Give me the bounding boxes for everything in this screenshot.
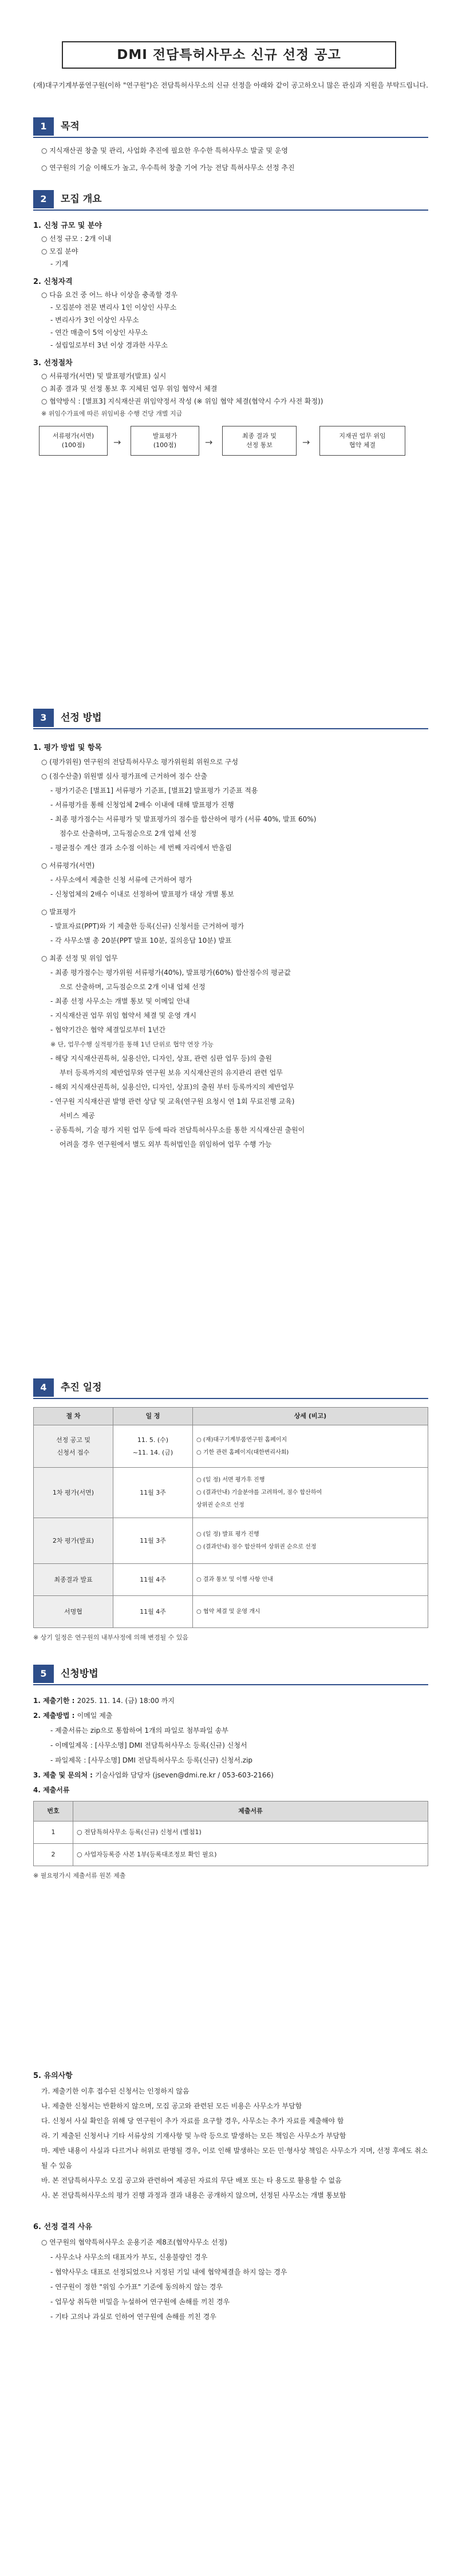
list-item: - 사무소나 사무소의 대표자가 부도, 신용불량인 경우 (50, 2253, 208, 2261)
column-header: 일 정 (113, 1408, 193, 1425)
list-item: - 협약사무소 대표로 선정되었으나 지정된 기일 내에 협약체결을 하지 않는 경우 (50, 2268, 287, 2276)
table-row (34, 1596, 428, 1628)
table-cell: ○ 협약 체결 및 운영 개시 (193, 1596, 428, 1628)
documents-table (33, 1801, 428, 1866)
list-item: - 변리사가 3인 이상인 사무소 (50, 316, 139, 324)
column-header: 상세 (비고) (193, 1408, 428, 1425)
table-cell: 11. 5. (수) ~11. 14. (금) (113, 1425, 193, 1468)
subheading: 6. 선정 결격 사유 (33, 2223, 92, 2231)
list-item: - 최종 평가점수는 평가위원 서류평가(40%), 발표평가(60%) 합산점수의 평균값 (50, 969, 291, 977)
list-item: 4. 제출서류 (33, 1786, 70, 1794)
note: ※ 위임수가표에 따른 위임비용 수행 건당 개별 지급 (41, 410, 183, 417)
arrow-icon: → (205, 437, 213, 448)
list-item: 바. 본 전담특허사무소 모집 공고와 관련하여 제공된 자료의 무단 배포 또는 타 용도로 활용할 수 없음 (41, 2176, 342, 2184)
list-item: - 설립일로부터 3년 이상 경과한 사무소 (50, 341, 168, 349)
list-item: - 파일제목 : [사무소명] DMI 전담특허사무소 등록(신규) 신청서.zip (50, 1756, 253, 1764)
method-content (33, 738, 428, 1152)
list-item: 부터 등록까지의 제반업무와 연구원 보유 지식재산권의 유지관리 관련 업무 (60, 1069, 283, 1077)
table-row (34, 1564, 428, 1596)
table-row (34, 1468, 428, 1518)
list-item: - 평가기준은 [별표1] 서류평가 기준표, [별표2] 발표평가 기준표 적용 (50, 787, 258, 795)
section-rule (33, 1398, 428, 1399)
list-item: 2. 제출방법 : 이메일 제출 (33, 1712, 113, 1720)
section-number: 5 (33, 1665, 54, 1683)
table-cell: 2차 평가(발표) (34, 1518, 113, 1564)
table-row (34, 1844, 428, 1866)
table-cell: 서명협 (34, 1596, 113, 1628)
column-header: 제출서류 (73, 1801, 428, 1822)
list-item: - 평균점수 계산 결과 소수점 이하는 세 번째 자리에서 반올림 (50, 844, 232, 852)
cautions-content (33, 2067, 428, 2324)
list-item: 서비스 제공 (60, 1112, 95, 1120)
column-header: 번호 (34, 1801, 73, 1822)
flow-step: 최종 결과 및 선정 통보 (222, 426, 297, 456)
list-item: ○ 최종 선정 및 위임 업무 (41, 954, 118, 962)
list-item: 라. 기 제출된 신청서나 기타 서류상의 기재사항 및 누락 등으로 발생하는 모든 책임은 사무소가 부담함 (41, 2132, 346, 2140)
subheading: 1. 평가 방법 및 항목 (33, 744, 102, 752)
list-item: 가. 제출기한 이후 접수된 신청서는 인정하지 않음 (41, 2087, 189, 2095)
section-label: 목적 (61, 121, 80, 132)
table-cell: 11월 3주 (113, 1518, 193, 1564)
list-item: - 연간 매출이 5억 이상인 사무소 (50, 329, 148, 337)
process-flow (33, 424, 428, 464)
table-cell: ○ (일 정) 서면 평가후 진행 ○ (결과안내) 기술분야를 고려하여, 점수 합산하여 상위권 순으로 선정 (193, 1468, 428, 1518)
table-cell: ○ (일 정) 발표 평가 진행 ○ (결과안내) 점수 합산하여 상위권 순으로 선정 (193, 1518, 428, 1564)
list-item: ○ 서류평가(서면) (41, 862, 95, 870)
list-item: - 기계 (50, 260, 69, 268)
contact-info: 기술사업화 담당자 (jseven@dmi.re.kr / 053-603-2166) (95, 1771, 274, 1779)
table-cell: 11월 3주 (113, 1468, 193, 1518)
list-item: - 해당 지식재산권특허, 실용신안, 디자인, 상표, 관련 심판 업무 등)의 출원 (50, 1054, 272, 1062)
list-item: 1. 제출기한 : 2025. 11. 14. (금) 18:00 까지 (33, 1697, 175, 1705)
section-rule (33, 1684, 428, 1685)
table-row (34, 1425, 428, 1468)
list-item: - 이메일제목 : [사무소명] DMI 전담특허사무소 등록(신규) 신청서 (50, 1741, 247, 1749)
list-item: ○ (평가위원) 연구원의 전담특허사무소 평가위원회 위원으로 구성 (41, 758, 239, 766)
list-item: - 모집분야 전문 변리사 1인 이상인 사무소 (50, 303, 177, 311)
list-item: - 연구원이 정한 "위임 수가표" 기준에 동의하지 않는 경우 (50, 2283, 223, 2291)
list-item: 마. 제반 내용이 사실과 다르거나 허위로 판명될 경우, 이로 인해 발생하는 모든 민·형사상 책임은 사무소가 지며, 선정 후에도 취소 될 수 있음 (41, 2147, 428, 2170)
list-item: - 제출서류는 zip으로 통합하여 1개의 파일로 첨부파일 송부 (50, 1726, 228, 1735)
list-item: ○ 모집 분야 (41, 247, 78, 255)
table-cell: 11월 4주 (113, 1596, 193, 1628)
section-label: 신청방법 (61, 1668, 98, 1680)
subheading: 1. 신청 규모 및 분야 (33, 222, 102, 230)
list-item: - 해외 지식재산권특허, 실용신안, 디자인, 상표)의 출원 부터 등록까지의 제반업무 (50, 1083, 294, 1091)
list-item: ○ 최종 결과 및 선정 통보 후 지체된 업무 위임 협약서 체결 (41, 385, 218, 393)
flow-step: 서류평가(서면) (100점) (39, 426, 108, 456)
list-item: - 신청업체의 2배수 이내로 선정하여 발표평가 대상 개별 통보 (50, 890, 234, 898)
note: ※ 단, 업무수행 실적평가를 통해 1년 단위로 협약 연장 가능 (50, 1041, 214, 1048)
list-item: ○ 선정 규모 : 2개 이내 (41, 235, 112, 243)
purpose-list (33, 144, 428, 174)
section-rule (33, 210, 428, 211)
table-cell: ○ (재)대구기계부품연구원 홈페이지 ○ 기한 관련 홈페이지(대한변리사회) (193, 1425, 428, 1468)
table-row (34, 1518, 428, 1564)
list-item: ○ 다음 요건 중 어느 하나 이상을 충족할 경우 (41, 291, 178, 299)
list-item: ○ 연구원의 협약특허사무소 운용기준 제8조(협약사무소 선정) (41, 2238, 227, 2246)
schedule-table (33, 1407, 428, 1628)
list-item: - 각 사무소별 총 20분(PPT 발표 10분, 질의응답 10분) 발표 (50, 937, 232, 945)
section-number: 4 (33, 1378, 54, 1397)
table-cell: ○ 전담특허사무소 등록(신규) 신청서 (별첨1) (73, 1822, 428, 1844)
table-cell: ○ 사업자등록증 사본 1부(등록대조정보 확인 필요) (73, 1844, 428, 1866)
table-row (34, 1822, 428, 1844)
arrow-icon: → (302, 437, 310, 448)
subheading: 2. 신청자격 (33, 278, 73, 286)
overview-content (33, 218, 428, 464)
list-item: - 서류평가를 통해 신청업체 2배수 이내에 대해 발표평가 진행 (50, 801, 234, 809)
list-item: - 발표자료(PPT)와 기 제출한 등록(신규) 신청서를 근거하여 평가 (50, 922, 244, 930)
list-item: ○ (점수산출) 위원별 심사 평가표에 근거하여 점수 산출 (41, 772, 207, 780)
intro-text: (재)대구기계부품연구원(이하 "연구원")은 전담특허사무소의 신규 선정을 아래와 같이 공고하오니 많은 관심과 지원을 부탁드립니다. (33, 81, 428, 89)
section-label: 선정 방법 (61, 712, 102, 724)
list-item: - 기타 고의나 과실로 인하여 연구원에 손해를 끼친 경우 (50, 2313, 216, 2321)
documents-note: ※ 필요평가시 제출서류 원본 제출 (33, 1872, 126, 1879)
list-item: - 사무소에서 제출한 신청 서류에 근거하여 평가 (50, 876, 192, 884)
arrow-icon: → (113, 437, 121, 448)
table-header-row (34, 1408, 428, 1425)
subheading: 3. 선정절차 (33, 359, 73, 368)
section-header-schedule (33, 1378, 428, 1397)
flow-step: 지재권 업무 위임 협약 체결 (319, 426, 405, 456)
list-item: 으로 산출하며, 고득점순으로 2개 이내 업체 선정 (60, 983, 206, 991)
list-item: - 업무상 취득한 비밀을 누설하여 연구원에 손해를 끼친 경우 (50, 2298, 230, 2306)
table-cell: 2 (34, 1844, 73, 1866)
schedule-block (33, 1407, 428, 1644)
list-item: ○ 연구원의 기술 이해도가 높고, 우수특허 창출 기여 가능 전담 특허사무소 선정 추진 (41, 164, 295, 172)
page-title: DMI 전담특허사무소 신규 선정 공고 (62, 41, 396, 69)
list-item: 점수로 산출하며, 고득점순으로 2개 업체 선정 (60, 829, 197, 837)
section-header-overview (33, 190, 428, 208)
list-item: 나. 제출한 신청서는 반환하지 않으며, 모집 공고와 관련된 모든 비용은 사무소가 부담함 (41, 2102, 302, 2110)
list-item: - 협약기간은 협약 체결일로부터 1년간 (50, 1026, 166, 1034)
list-item: - 공동특허, 기술 평가 지원 업무 등에 따라 전담특허사무소를 통한 지식재산권 출원이 (50, 1126, 305, 1134)
section-header-purpose (33, 117, 428, 136)
list-item: ○ 발표평가 (41, 908, 76, 916)
list-item: 3. 제출 및 문의처 : 기술사업화 담당자 (jseven@dmi.re.kr / 053-603-2166) (33, 1771, 274, 1779)
list-item: - 연구원 지식재산권 발명 관련 상담 및 교육(연구원 요청시 연 1회 무료진행 교육) (50, 1097, 295, 1105)
section-rule (33, 728, 428, 729)
section-rule (33, 137, 428, 138)
application-content (33, 1693, 428, 1883)
flow-step: 발표평가 (100점) (131, 426, 199, 456)
table-cell: 1차 평가(서면) (34, 1468, 113, 1518)
list-item: - 최종 평가점수는 서류평가 및 발표평가의 점수를 합산하여 평가 (서류 40%, 발표 60%) (50, 815, 317, 823)
list-item: 어려울 경우 연구원에서 별도 외부 특허법인을 위임하여 업무 수행 가능 (60, 1140, 272, 1148)
section-number: 2 (33, 190, 54, 208)
table-header-row (34, 1801, 428, 1822)
section-header-method (33, 709, 428, 727)
schedule-note: ※ 상기 일정은 연구원의 내부사정에 의해 변경될 수 있음 (33, 1634, 188, 1641)
subheading: 5. 유의사항 (33, 2072, 73, 2080)
list-item: - 지식재산권 업무 위임 협약서 체결 및 운영 개시 (50, 1012, 197, 1020)
list-item: - 최종 선정 사무소는 개별 통보 및 이메일 안내 (50, 997, 190, 1005)
section-label: 추진 일정 (61, 1382, 102, 1393)
table-cell: 11월 4주 (113, 1564, 193, 1596)
column-header: 절 차 (34, 1408, 113, 1425)
section-label: 모집 개요 (61, 193, 102, 205)
section-header-application (33, 1665, 428, 1683)
table-cell: ○ 결과 통보 및 이행 사항 안내 (193, 1564, 428, 1596)
list-item: 사. 본 전담특허사무소의 평가 진행 과정과 결과 내용은 공개하지 않으며, 선정된 사무소는 개별 통보함 (41, 2191, 346, 2199)
section-number: 1 (33, 117, 54, 136)
list-item: 다. 신청서 사실 확인을 위해 당 연구원이 추가 자료를 요구할 경우, 사무소는 추가 자료를 제출해야 함 (41, 2117, 344, 2125)
section-number: 3 (33, 709, 54, 727)
table-cell: 최종결과 발표 (34, 1564, 113, 1596)
list-item: ○ 협약방식 : [별표3] 지식재산권 위임약정서 작성 (※ 위임 협약 체결(협약시 수가 사전 확정)) (41, 397, 323, 405)
table-cell: 1 (34, 1822, 73, 1844)
table-cell: 선정 공고 및 신청서 접수 (34, 1425, 113, 1468)
list-item: ○ 서류평가(서면) 및 발표평가(발표) 실시 (41, 372, 167, 380)
list-item: ○ 지식재산권 창출 및 관리, 사업화 추진에 필요한 우수한 특허사무소 발굴 및 운영 (41, 147, 289, 155)
